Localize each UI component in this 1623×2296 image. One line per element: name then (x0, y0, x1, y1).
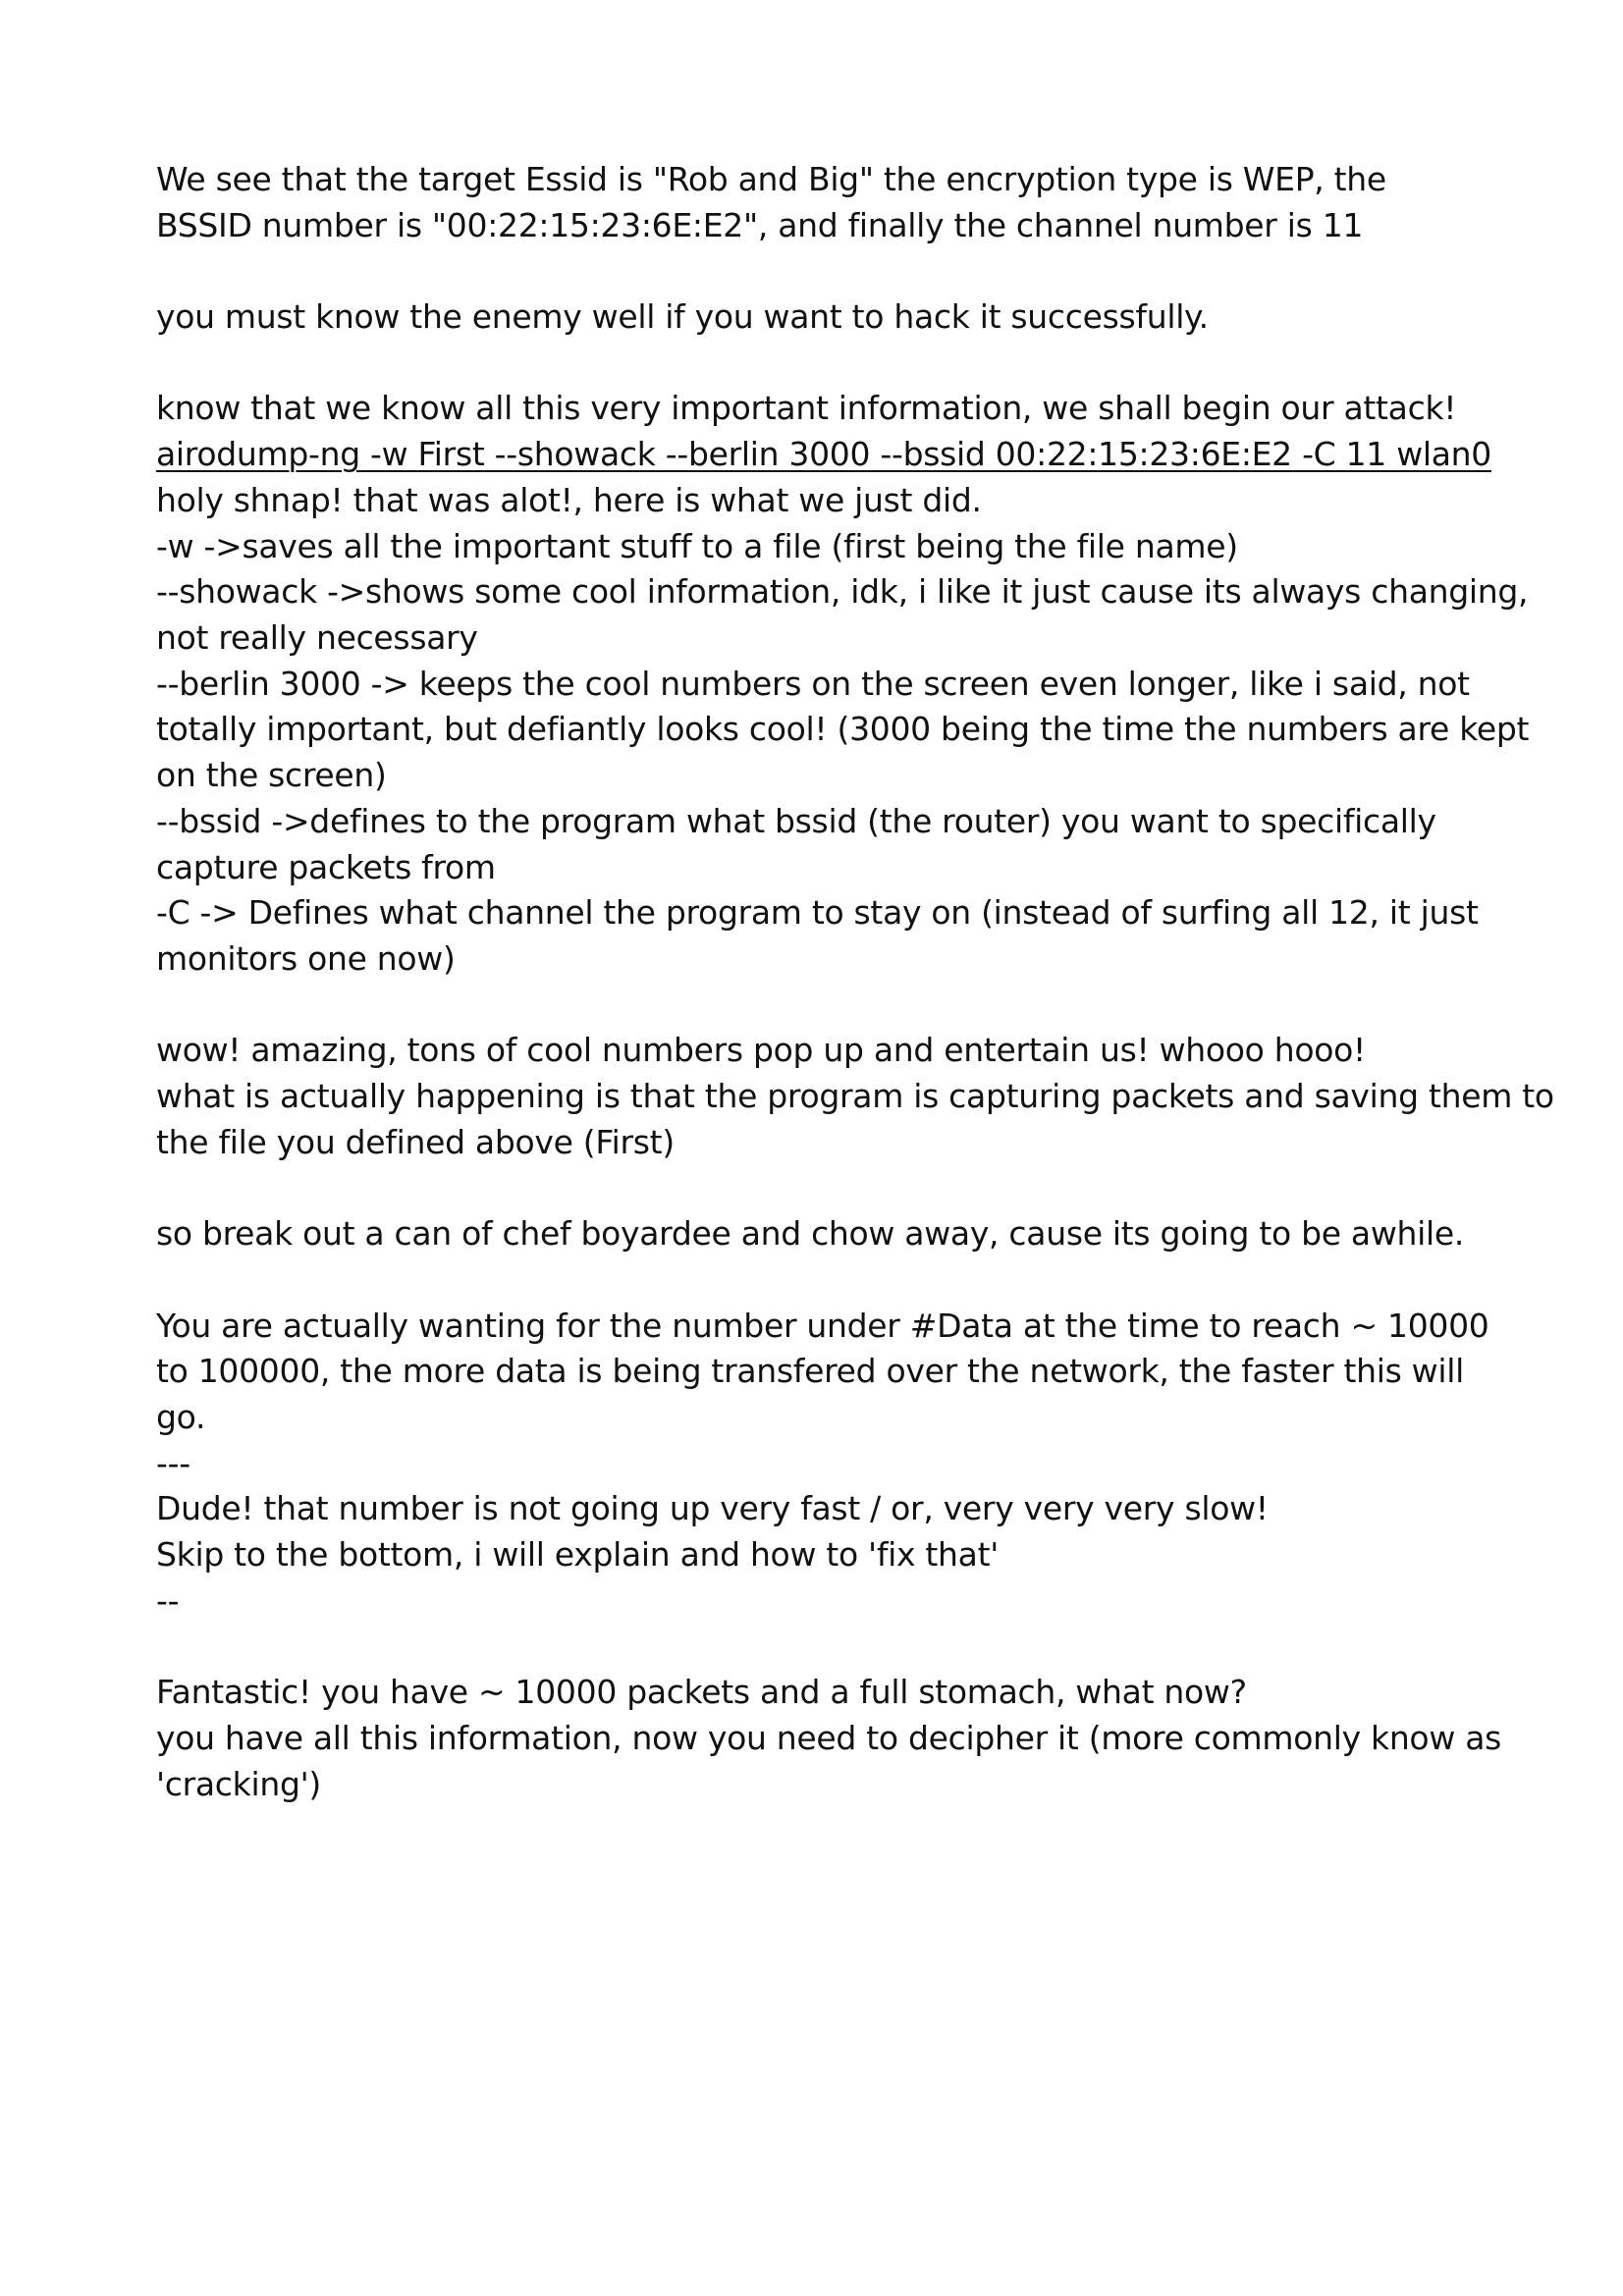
paragraph-gap (156, 983, 1531, 1029)
option-berlin-line-3: on the screen) (156, 756, 387, 795)
divider-triple-dash: --- (156, 1443, 190, 1482)
happening-line-2: the file you defined above (First) (156, 1122, 675, 1161)
decipher-line-1: you have all this information, now you need to decipher it (more commonly know as (156, 1718, 1502, 1757)
option-bssid-line-2: capture packets from (156, 847, 496, 886)
paragraph-gap (156, 1257, 1531, 1304)
option-w: -w ->saves all the important stuff to a file (first being the file name) (156, 526, 1238, 565)
option-c-line-2: monitors one now) (156, 938, 456, 978)
document-body (156, 157, 1554, 1807)
chef-line: so break out a can of chef boyardee and chow away, cause its going to be awhile. (156, 1214, 1465, 1254)
paragraph-gap (156, 1624, 1531, 1670)
wanting-line-3: go. (156, 1397, 206, 1436)
skip-line: Skip to the bottom, i will explain and how to 'fix that' (156, 1535, 1000, 1575)
wanting-line-1: You are actually wanting for the number under #Data at the time to reach ~ 10000 (156, 1306, 1489, 1345)
option-berlin-line-1: --berlin 3000 -> keeps the cool numbers on the screen even longer, like i said, not (156, 664, 1470, 703)
intro-line-1: We see that the target Essid is "Rob and Big" the encryption type is WEP, the (156, 160, 1386, 198)
paragraph-gap (156, 341, 1531, 387)
happening-line-1: what is actually happening is that the program is capturing packets and saving them to (156, 1077, 1554, 1116)
airodump-command: airodump-ng -w First --showack --berlin 3000 --bssid 00:22:15:23:6E:E2 -C 11 wlan0 (156, 435, 1491, 474)
option-showack-line-2: not really necessary (156, 618, 478, 657)
dude-line: Dude! that number is not going up very fast / or, very very very slow! (156, 1489, 1269, 1528)
option-c-line-1: -C -> Defines what channel the program to stay on (instead of surfing all 12, it just (156, 893, 1479, 933)
intro-line-2: BSSID number is "00:22:15:23:6E:E2", and finally the channel number is 11 (156, 205, 1364, 244)
fantastic-line: Fantastic! you have ~ 10000 packets and a full stomach, what now? (156, 1673, 1247, 1712)
option-berlin-line-2: totally important, but defiantly looks cool! (3000 being the time the numbers are kept (156, 710, 1530, 749)
enemy-line: you must know the enemy well if you want to hack it successfully. (156, 297, 1209, 337)
wow-line: wow! amazing, tons of cool numbers pop up and entertain us! whooo hooo! (156, 1031, 1366, 1070)
option-bssid-line-1: --bssid ->defines to the program what bssid (the router) you want to specifically (156, 801, 1436, 840)
wanting-line-2: to 100000, the more data is being transfered over the network, the faster this will (156, 1352, 1464, 1391)
divider-double-dash: -- (156, 1580, 180, 1620)
paragraph-gap (156, 1165, 1531, 1211)
decipher-line-2: 'cracking') (156, 1764, 321, 1803)
shnap-line: holy shnap! that was alot!, here is what we just did. (156, 480, 982, 519)
begin-line: know that we know all this very important information, we shall begin our attack! (156, 389, 1457, 428)
paragraph-gap (156, 248, 1531, 294)
option-showack-line-1: --showack ->shows some cool information, idk, i like it just cause its always changing, (156, 572, 1529, 612)
